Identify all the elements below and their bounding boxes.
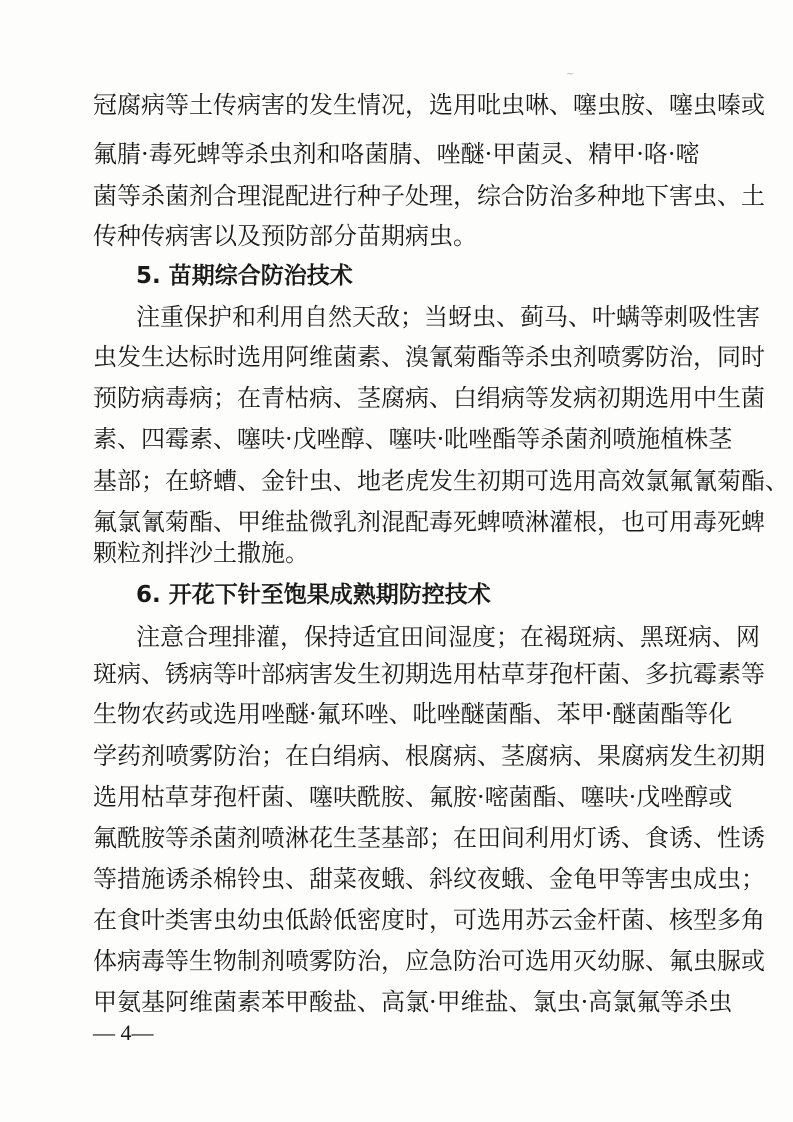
text-line: 菌等杀菌剂合理混配进行种子处理，综合防治多种地下害虫、土	[93, 182, 765, 210]
text-line: 注意合理排灌，保持适宜田间湿度；在褐斑病、黑斑病、网	[136, 623, 760, 651]
text-line: 氟酰胺等杀菌剂喷淋花生茎基部；在田间利用灯诱、食诱、性诱	[93, 824, 765, 852]
text-line: 体病毒等生物制剂喷雾防治，应急防治可选用灭幼脲、氟虫脲或	[93, 947, 765, 975]
text-line: 斑病、锈病等叶部病害发生初期选用枯草芽孢杆菌、多抗霉素等	[93, 660, 765, 688]
text-line: 等措施诱杀棉铃虫、甜菜夜蛾、斜纹夜蛾、金龟甲等害虫成虫；	[93, 865, 765, 893]
text-line: 虫发生达标时选用阿维菌素、溴氰菊酯等杀虫剂喷雾防治，同时	[93, 343, 765, 371]
section-heading-6: 6. 开花下针至饱果成熟期防控技术	[136, 582, 491, 608]
text-line: 氟氯氰菊酯、甲维盐微乳剂混配毒死蜱喷淋灌根，也可用毒死蜱	[93, 508, 765, 536]
text-line: 氟腈·毒死蜱等杀虫剂和咯菌腈、唑醚·甲菌灵、精甲·咯·嘧	[93, 140, 700, 168]
text-line: 素、四霉素、噻呋·戊唑醇、噻呋·吡唑酯等杀菌剂喷施植株茎	[93, 425, 733, 453]
text-line: 选用枯草芽孢杆菌、噻呋酰胺、氟胺·嘧菌酯、噻呋·戊唑醇或	[93, 783, 733, 811]
page-number: — 4—	[93, 1020, 154, 1045]
text-line: 生物农药或选用唑醚·氟环唑、吡唑醚菌酯、苯甲·醚菌酯等化	[93, 700, 733, 728]
text-line: 颗粒剂拌沙土撒施。	[93, 539, 309, 567]
section-heading-5: 5. 苗期综合防治技术	[136, 263, 353, 289]
text-line: 传种传病害以及预防部分苗期病虫。	[93, 222, 477, 250]
text-line: 冠腐病等土传病害的发生情况，选用吡虫啉、噻虫胺、噻虫嗪或	[93, 91, 765, 119]
text-line: 基部；在蛴螬、金针虫、地老虎发生初期可选用高效氯氟氰菊酯、	[93, 467, 789, 495]
scan-mark: ~	[566, 69, 575, 80]
text-line: 学药剂喷雾防治；在白绢病、根腐病、茎腐病、果腐病发生初期	[93, 742, 765, 770]
text-line: 预防病毒病；在青枯病、茎腐病、白绢病等发病初期选用中生菌	[93, 384, 765, 412]
text-line: 甲氨基阿维菌素苯甲酸盐、高氯·甲维盐、氯虫·高氯氟等杀虫	[93, 988, 733, 1016]
text-line: 注重保护和利用自然天敌；当蚜虫、蓟马、叶螨等刺吸性害	[136, 303, 760, 331]
text-line: 在食叶类害虫幼虫低龄低密度时，可选用苏云金杆菌、核型多角	[93, 906, 765, 934]
